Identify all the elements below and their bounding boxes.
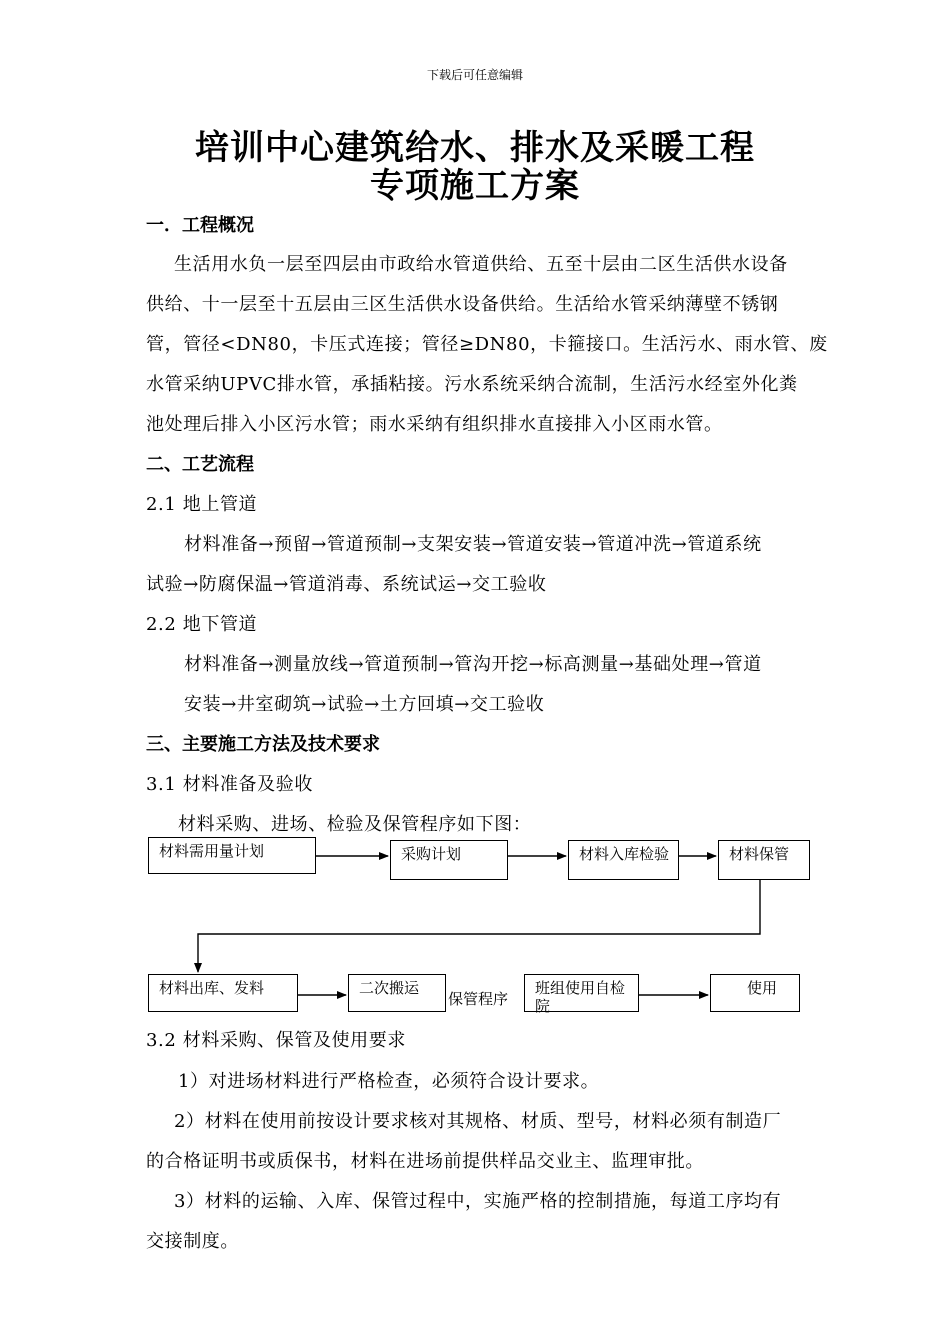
section-heading-overview: 一．工程概况 [146, 215, 254, 236]
flow-caption-overlap: 保管程序 [448, 990, 509, 1008]
document-title-line2: 专项施工方案 [370, 166, 580, 206]
subheading-material-prep: 3.1 材料准备及验收 [146, 774, 313, 795]
paragraph-line: 水管采纳UPVC排水管，承插粘接。污水系统采纳合流制，生活污水经室外化粪 [146, 374, 798, 395]
flow-box-material-issue: 材料出库、发料 [148, 974, 298, 1012]
flow-intro: 材料采购、进场、检验及保管程序如下图： [178, 814, 532, 835]
process-line: 试验→防腐保温→管道消毒、系统试运→交工验收 [146, 574, 547, 595]
subheading-underground: 2.2 地下管道 [146, 614, 258, 635]
process-line: 材料准备→测量放线→管道预制→管沟开挖→标高测量→基础处理→管道 [184, 654, 762, 675]
flow-connector-down [198, 880, 760, 972]
flow-box-team-self-check: 班组使用自检院 [524, 974, 639, 1012]
requirement-line: 2）材料在使用前按设计要求核对其规格、材质、型号，材料必须有制造厂 [174, 1111, 782, 1132]
paragraph-line: 池处理后排入小区污水管；雨水采纳有组织排水直接排入小区雨水管。 [146, 414, 723, 435]
flow-box-use: 使用 [710, 974, 800, 1012]
paragraph-line: 管，管径<DN80，卡压式连接；管径≥DN80，卡箍接口。生活污水、雨水管、废 [146, 334, 828, 355]
subheading-above-ground: 2.1 地上管道 [146, 494, 258, 515]
requirement-line: 交接制度。 [146, 1231, 239, 1252]
flow-box-secondary-transport: 二次搬运 [348, 974, 446, 1012]
flow-box-purchase-plan: 采购计划 [390, 840, 508, 880]
process-line: 材料准备→预留→管道预制→支架安装→管道安装→管道冲洗→管道系统 [184, 534, 762, 555]
section-heading-methods: 三、主要施工方法及技术要求 [146, 734, 380, 755]
process-line: 安装→井室砌筑→试验→土方回填→交工验收 [184, 694, 545, 715]
flow-box-material-storage: 材料保管 [718, 840, 810, 880]
paragraph-line: 供给、十一层至十五层由三区生活供水设备供给。生活给水管采纳薄壁不锈钢 [146, 294, 779, 315]
flow-box-warehouse-inspection: 材料入库检验 [568, 840, 679, 880]
section-heading-process: 二、工艺流程 [146, 454, 254, 475]
requirement-line: 1）对进场材料进行严格检查，必须符合设计要求。 [178, 1071, 600, 1092]
subheading-procurement: 3.2 材料采购、保管及使用要求 [146, 1030, 406, 1051]
requirement-line: 的合格证明书或质保书，材料在进场前提供样品交业主、监理审批。 [146, 1151, 704, 1172]
paragraph-line: 生活用水负一层至四层由市政给水管道供给、五至十层由二区生活供水设备 [174, 254, 788, 275]
flow-box-material-plan: 材料需用量计划 [148, 837, 316, 874]
document-title-line1: 培训中心建筑给水、排水及采暖工程 [195, 128, 755, 168]
requirement-line: 3）材料的运输、入库、保管过程中，实施严格的控制措施，每道工序均有 [174, 1191, 782, 1212]
header-note: 下载后可任意编辑 [426, 68, 523, 82]
